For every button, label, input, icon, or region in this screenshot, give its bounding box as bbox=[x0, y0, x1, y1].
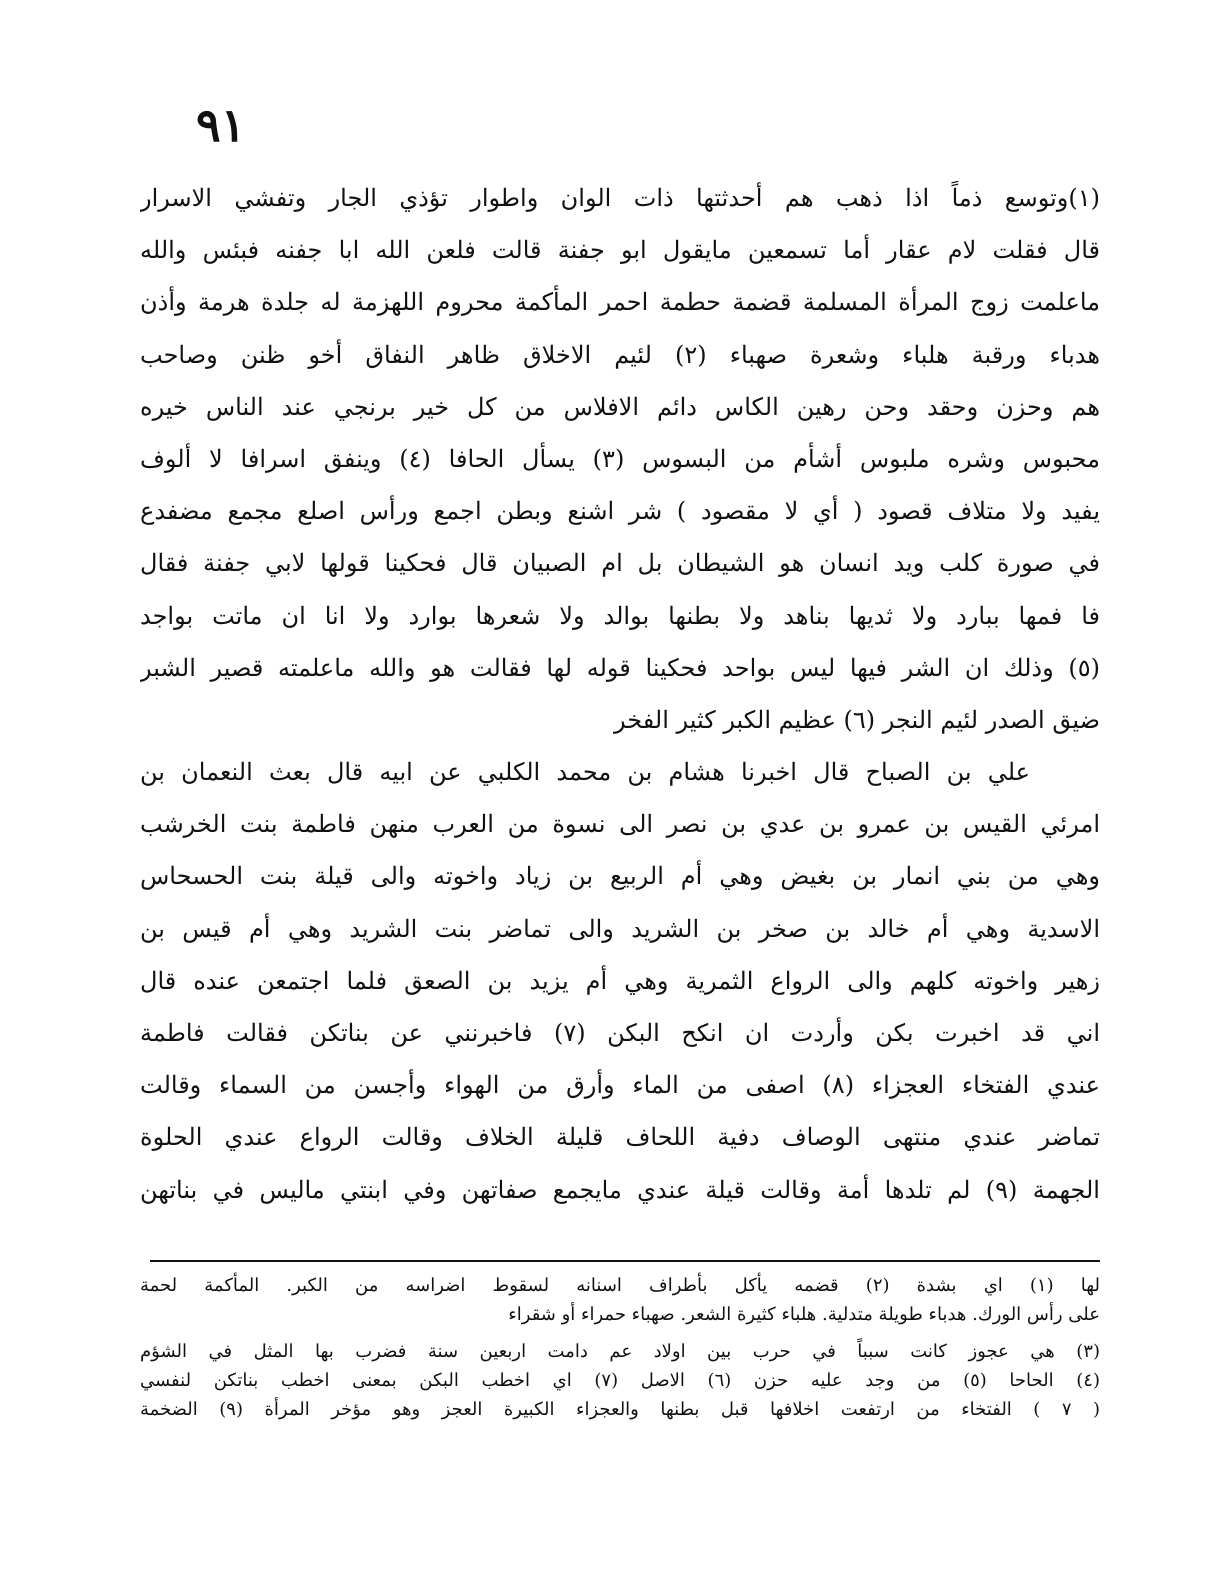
text-line: تماضر عندي منتهى الوصاف دفية اللحاف قليلة الخلاف وقالت الرواع عندي الحلوة bbox=[140, 1123, 1100, 1152]
footnote-line: لها (١) اي بشدة (٢) قضمه يأكل بأطراف اسنانه لسقوط اضراسه من الكبر. المأكمة لحمة bbox=[140, 1275, 1100, 1296]
page-number: ٩١ bbox=[196, 98, 246, 152]
text-line: وهي من بني انمار بن بغيض وهي أم الربيع بن زياد واخوته والى قيلة بنت الحسحاس bbox=[140, 862, 1100, 891]
text-line: ماعلمت زوج المرأة المسلمة قضمة حطمة احمر المأكمة محروم اللهزمة له جلدة هرمة وأذن bbox=[140, 288, 1100, 317]
text-line: الجهمة (٩) لم تلدها أمة وقالت قيلة عندي مايجمع صفاتهن وفي ابنتي ماليس في بناتهن bbox=[140, 1175, 1100, 1204]
text-line: الاسدية وهي أم خالد بن صخر بن الشريد والى تماضر بنت الشريد وهي أم قيس بن bbox=[140, 914, 1100, 943]
text-line: (١)وتوسع ذماً اذا ذهب هم أحدثتها ذات الوان واطوار تؤذي الجار وتفشي الاسرار bbox=[140, 184, 1100, 212]
footnote-line: (٣) هي عجوز كانت سبباً في حرب بين اولاد عم دامت اربعين سنة فضرب بها المثل في الشؤم bbox=[140, 1341, 1100, 1362]
text-line: هم وحزن وحقد وحن رهين الكاس دائم الافلاس من كل خير برنجي عند الناس خيره bbox=[140, 392, 1100, 421]
footnotes-block bbox=[140, 1272, 1100, 1425]
footnote-line: ( ٧ ) الفتخاء من ارتفعت اخلافها قبل بطنها والعجزاء الكبيرة العجز وهو مؤخر المرأة (٩) الضخمة bbox=[140, 1399, 1100, 1420]
text-line: زهير واخوته كلهم والى الرواع الثمرية وهي أم يزيد بن الصعق فلما اجتمعن عنده قال bbox=[140, 966, 1100, 995]
text-line: هدباء ورقبة هلباء وشعرة صهباء (٢) لئيم الاخلاق ظاهر النفاق أخو ظنن وصاحب bbox=[140, 340, 1100, 369]
text-line: قال فقلت لام عقار أما تسمعين مايقول ابو جفنة قالت فلعن الله ابا جفنه فبئس والله bbox=[140, 236, 1100, 265]
footnote-divider bbox=[150, 1260, 1100, 1262]
text-line-paragraph-start: علي بن الصباح قال اخبرنا هشام بن محمد الكلبي عن ابيه قال بعث النعمان بن bbox=[140, 758, 1030, 787]
text-line: محبوس وشره ملبوس أشأم من البسوس (٣) يسأل الحافا (٤) وينفق اسرافا لا ألوف bbox=[140, 444, 1100, 473]
text-line: فا فمها ببارد ولا ثديها بناهد ولا بطنها بوالد ولا شعرها بوارد ولا انا ان ماتت بواجد bbox=[140, 601, 1100, 630]
text-line: اني قد اخبرت بكن وأردت ان انكح البكن (٧) فاخبرنني عن بناتكن فقالت فاطمة bbox=[140, 1019, 1100, 1047]
text-line: يفيد ولا متلاف قصود ( أي لا مقصود ) شر اشنع وبطن اجمع ورأس اصلع مجمع مضفدع bbox=[140, 497, 1100, 526]
text-line: ضيق الصدر لئيم النجر (٦) عظيم الكبر كثير الفخر bbox=[614, 705, 1100, 734]
text-line: عندي الفتخاء العجزاء (٨) اصفى من الماء وأرق من الهواء وأجسن من السماء وقالت bbox=[140, 1071, 1100, 1100]
footnote-gap bbox=[140, 1330, 1100, 1338]
main-text-block bbox=[140, 172, 1100, 1216]
footnote-line: على رأس الورك. هدباء طويلة متدلية. هلباء كثيرة الشعر. صهباء حمراء أو شقراء bbox=[508, 1304, 1100, 1325]
text-line: امرئي القيس بن عمرو بن عدي بن نصر الى نسوة من العرب منهن فاطمة بنت الخرشب bbox=[140, 810, 1100, 839]
text-line: في صورة كلب ويد انسان هو الشيطان بل ام الصبيان قال فحكينا قولها لابي جفنة فقال bbox=[140, 549, 1100, 578]
text-line: (٥) وذلك ان الشر فيها ليس بواحد فحكينا قوله لها فقالت هو والله ماعلمته قصير الشبر bbox=[140, 653, 1100, 682]
footnote-line: (٤) الحاحا (٥) من وجد عليه حزن (٦) الاصل (٧) اي اخطب البكن بمعنى اخطب بناتكن لنفسي bbox=[140, 1370, 1100, 1391]
